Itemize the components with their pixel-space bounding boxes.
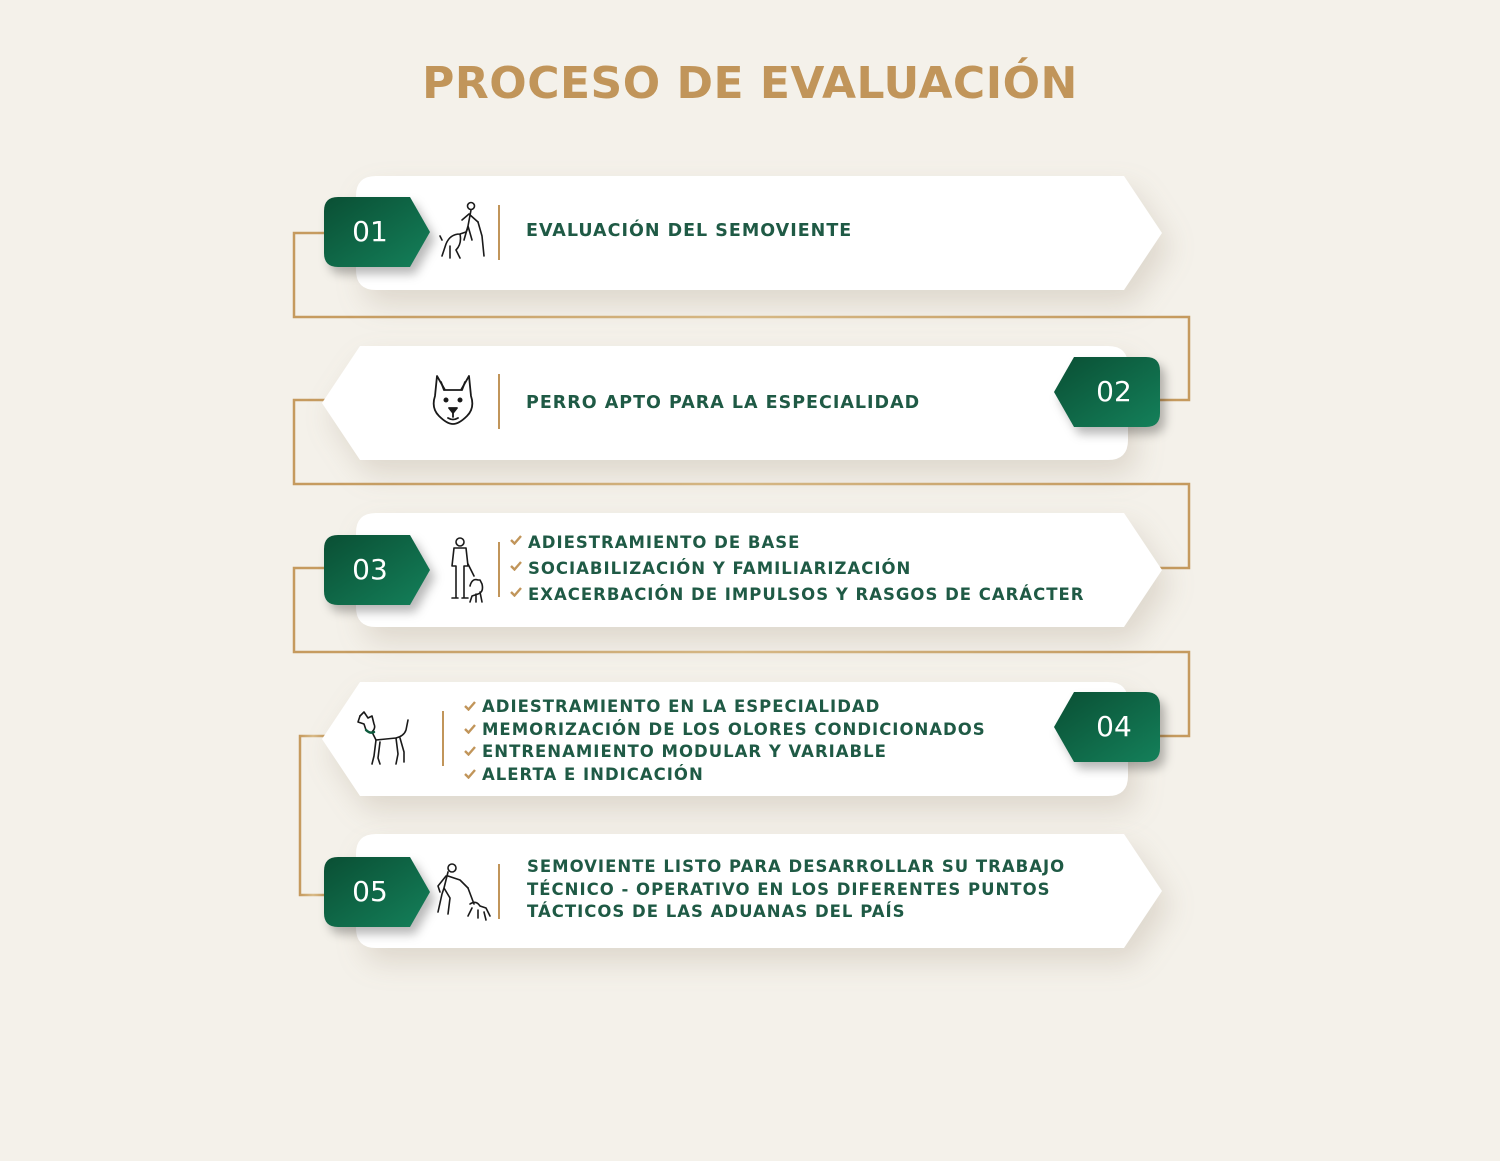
list-item (510, 530, 1085, 556)
step-number: 05 (352, 875, 388, 908)
step-badge-05 (324, 857, 430, 927)
list-item-label: SOCIABILIZACIÓN Y FAMILIARIZACIÓN (528, 559, 912, 578)
dog-face-icon (431, 372, 475, 428)
list-item (464, 764, 986, 787)
step-text-01: EVALUACIÓN DEL SEMOVIENTE (526, 221, 853, 241)
step-number: 02 (1096, 375, 1132, 408)
check-icon (464, 724, 476, 734)
step-list-04 (464, 696, 986, 786)
separator (498, 374, 500, 429)
step-text-rest: PARA DESARROLLAR SU TRABAJO TÉCNICO - OPERATIVO EN LOS DIFERENTES PUNTOS TÁCTICOS DE LAS ADUANAS DEL PAÍS (527, 857, 1066, 921)
step-badge-01 (324, 197, 430, 267)
list-item-label: ALERTA E INDICACIÓN (482, 764, 704, 784)
check-icon (464, 769, 476, 779)
step-text-05 (527, 856, 1117, 924)
list-item-label: ADIESTRAMIENTO DE BASE (528, 533, 801, 552)
list-item (510, 582, 1085, 608)
check-icon (510, 535, 522, 545)
list-item (510, 556, 1085, 582)
page-title: PROCESO DE EVALUACIÓN (422, 58, 1078, 109)
dog-standing-icon (356, 710, 410, 768)
check-icon (510, 587, 522, 597)
step-number: 04 (1096, 710, 1132, 743)
separator (498, 542, 500, 597)
step-list-03 (510, 530, 1085, 608)
check-icon (464, 701, 476, 711)
list-item (464, 719, 986, 742)
list-item-label: ENTRENAMIENTO MODULAR Y VARIABLE (482, 742, 887, 761)
handler-search-dog-icon (434, 862, 492, 922)
step-badge-04 (1054, 692, 1160, 762)
step-number: 03 (352, 553, 388, 586)
check-icon (510, 561, 522, 571)
check-icon (464, 746, 476, 756)
step-text-bold: SEMOVIENTE LISTO (527, 857, 723, 876)
separator (442, 711, 444, 766)
list-item-label: ADIESTRAMIENTO EN LA ESPECIALIDAD (482, 697, 881, 716)
step-badge-02 (1054, 357, 1160, 427)
step-badge-03 (324, 535, 430, 605)
list-item-label: EXACERBACIÓN DE IMPULSOS Y RASGOS DE CARÁCTER (528, 585, 1085, 604)
handler-walking-dog-icon (446, 536, 488, 604)
step-text-02: PERRO APTO PARA LA ESPECIALIDAD (526, 393, 921, 413)
step-number: 01 (352, 215, 388, 248)
separator (498, 864, 500, 919)
list-item (464, 741, 986, 764)
list-item (464, 696, 986, 719)
handler-dog-icon (438, 200, 488, 262)
separator (498, 205, 500, 260)
list-item-label: MEMORIZACIÓN DE LOS OLORES CONDICIONADOS (482, 719, 986, 739)
